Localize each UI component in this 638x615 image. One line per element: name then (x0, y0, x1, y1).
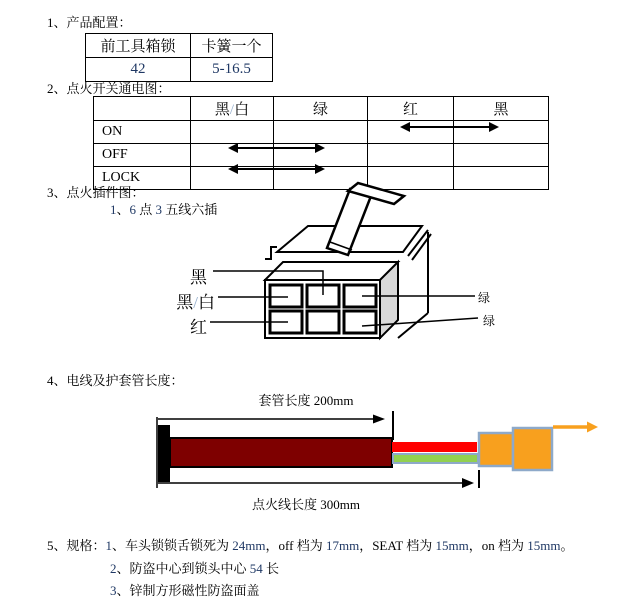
table-cell (368, 121, 454, 144)
spec-line-2: 2、防盗中心到锁头中心 54 长 (110, 561, 280, 576)
wire-length-diagram (140, 408, 610, 500)
section2-heading: 2、点火开关通电图： (47, 81, 171, 96)
table-cell (274, 121, 368, 144)
table-row (94, 97, 549, 121)
spec-line-1: 5、规格：1、车头锁锁舌锁死为 24mm，off 档为 17mm，SEAT 档为 15mm，on 档为 15mm。 (47, 538, 574, 553)
table-header-cell (94, 97, 191, 121)
wire-label-red: 红 (190, 318, 207, 337)
product-config-table-wrap (85, 33, 273, 82)
wire-arrowhead (462, 478, 474, 488)
table-cell (454, 121, 549, 144)
table-header-cell: 前工具箱锁 (86, 34, 191, 58)
connector-plug (265, 262, 398, 338)
green-wire (394, 455, 477, 462)
connector-block-large (513, 428, 552, 470)
connection-arrow-off (230, 147, 323, 149)
sheath-tube (170, 438, 392, 467)
orange-arrowhead (587, 422, 598, 433)
table-cell (454, 144, 549, 167)
connection-arrow-on (402, 126, 497, 128)
wire-label-black: 黑 (190, 268, 207, 287)
connector-block-small (479, 433, 513, 466)
table-header-cell: 红 (368, 97, 454, 121)
sleeve-arrowhead (373, 415, 385, 424)
plug-note: 1、6 点 3 五线六插 (110, 202, 218, 217)
red-wire (392, 442, 477, 452)
cable-end-cap (158, 425, 170, 482)
connection-arrow-lock (230, 168, 323, 170)
wire-label-green-top: 绿 (478, 291, 491, 305)
section1-heading: 1、产品配置： (47, 15, 132, 30)
connector-diagram (150, 180, 620, 370)
table-header-cell: 黑/白 (191, 97, 274, 121)
table-cell: 42 (86, 58, 191, 82)
plug-slot (270, 285, 302, 307)
table-row (94, 121, 549, 144)
wire-length-label: 点火线长度 300mm (252, 497, 360, 512)
ignition-switch-table-wrap (93, 96, 549, 190)
table-cell: 5-16.5 (191, 58, 273, 82)
row-label-cell: OFF (94, 144, 191, 167)
spec-line-3: 3、锌制方形磁性防盗面盖 (110, 583, 260, 598)
wire-label-green-bottom: 绿 (483, 314, 496, 328)
section4-heading: 4、电线及护套管长度： (47, 373, 184, 388)
row-label-cell: LOCK (94, 167, 191, 190)
table-cell (191, 121, 274, 144)
table-cell (368, 144, 454, 167)
table-row (86, 34, 273, 58)
product-config-table (85, 33, 273, 82)
table-header-cell: 黑 (454, 97, 549, 121)
table-header-cell: 卡簧一个 (191, 34, 273, 58)
plug-slot (307, 311, 339, 333)
section3-heading: 3、点火插件图： (47, 185, 145, 200)
row-label-cell: ON (94, 121, 191, 144)
wire-label-blackwhite: 黑/白 (176, 293, 215, 312)
table-header-cell: 绿 (274, 97, 368, 121)
sleeve-length-label: 套管长度 200mm (258, 393, 354, 408)
plug-slot (344, 311, 376, 333)
